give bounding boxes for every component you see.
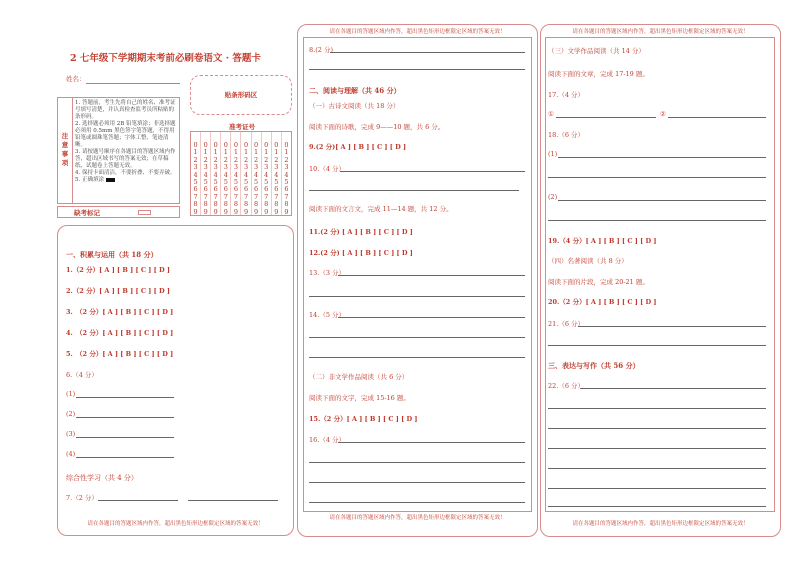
exam-id-digit[interactable]: 6 (274, 185, 279, 194)
classical-desc: 阅读下面的文言文，完成 11—14 题，共 12 分。 (309, 205, 453, 213)
exam-id-digit[interactable]: 2 (243, 155, 249, 164)
instruction-item: 3. 请按题号顺序在各题目的答题区域内作答，超出区域书写的答案无效；在草稿纸、试题卷上答题无效。 (75, 149, 176, 169)
q15-options[interactable]: 15.（2 分）[ A ] [ B ] [ C ] [ D ] (309, 415, 418, 423)
exam-id-digit[interactable]: 7 (233, 192, 238, 201)
exam-id-digit[interactable]: 3 (223, 163, 228, 172)
exam-id-digit[interactable]: 7 (203, 192, 208, 201)
exam-id-column (201, 132, 211, 215)
exam-id-digit[interactable]: 1 (284, 148, 289, 157)
exam-id-digit[interactable]: 8 (243, 200, 249, 209)
exam-id-digit[interactable]: 3 (254, 163, 259, 172)
classic-book-desc: 阅读下面的片段，完成 20-21 题。 (548, 278, 649, 286)
q7-label: 7.（2 分） (66, 494, 98, 502)
exam-id-digit[interactable]: 4 (274, 170, 279, 179)
barcode-area (190, 75, 292, 115)
exam-id-digit[interactable]: 7 (223, 192, 228, 201)
exam-id-digit[interactable]: 6 (254, 185, 259, 194)
absent-label: 缺考标记 (74, 209, 100, 217)
exam-id-digit[interactable]: 2 (213, 155, 218, 164)
exam-id-digit[interactable]: 8 (213, 200, 218, 209)
q3-options[interactable]: 3. （2 分）[ A ] [ B ] [ C ] [ D ] (66, 308, 174, 316)
q8-label: 8.(2 分) (309, 46, 333, 54)
exam-id-digit[interactable]: 2 (254, 155, 259, 164)
exam-id-digit[interactable]: 6 (264, 185, 269, 194)
exam-id-column (252, 132, 262, 215)
exam-id-column (272, 132, 282, 215)
q6-3-label: (3) (66, 430, 76, 438)
exam-id-digit[interactable]: 6 (243, 185, 249, 194)
exam-id-digit[interactable]: 3 (203, 163, 208, 172)
notice-left: 请在各题目的答题区域内作答，超出黑色矩形边框限定区域的答案无效！ (87, 521, 264, 527)
q6-4-label: (4) (66, 450, 76, 458)
exam-id-digit[interactable]: 8 (284, 200, 289, 209)
literary-subsection: （三）文学作品阅读（共 14 分） (548, 47, 645, 55)
exam-id-digit[interactable]: 8 (274, 200, 279, 209)
instruction-item: 5. 正确填涂 (75, 177, 104, 183)
q10-label: 10.（4 分） (309, 165, 346, 173)
exam-id-digit[interactable]: 6 (203, 185, 208, 194)
exam-id-digit[interactable]: 5 (213, 178, 218, 187)
classic-book-subsection: （四）名著阅读（共 8 分） (548, 257, 628, 265)
literary-desc: 阅读下面的文章，完成 17-19 题。 (548, 70, 649, 78)
exam-id-digit[interactable]: 7 (243, 192, 249, 201)
sheet-title: 2 七年级下学期期末考前必刷卷语文 · 答题卡 (70, 53, 261, 64)
exam-id-digit[interactable]: 0 (264, 141, 269, 149)
exam-id-digit[interactable]: 7 (264, 192, 269, 201)
poetry-desc: 阅读下面的诗歌，完成 9——10 题，共 6 分。 (309, 123, 445, 131)
exam-id-digit[interactable]: 1 (213, 148, 218, 157)
q2-options[interactable]: 2.（2 分）[ A ] [ B ] [ C ] [ D ] (66, 287, 170, 295)
q18-1-label: (1) (548, 150, 558, 158)
exam-id-digit[interactable]: 7 (274, 192, 279, 201)
exam-id-digit[interactable]: 4 (233, 170, 238, 179)
exam-id-column (282, 132, 291, 215)
exam-id-digit[interactable]: 3 (284, 163, 289, 172)
exam-id-digit[interactable]: 3 (213, 163, 218, 172)
exam-id-digit[interactable]: 5 (193, 178, 198, 187)
right-inner-box (545, 37, 775, 512)
q12-options[interactable]: 12.(2 分) [ A ] [ B ] [ C ] [ D ] (309, 249, 413, 257)
exam-id-digit[interactable]: 2 (203, 155, 208, 164)
exam-id-digit[interactable]: 6 (223, 185, 228, 194)
exam-id-digit[interactable]: 9 (203, 207, 208, 216)
exam-id-digit[interactable]: 1 (233, 148, 238, 157)
exam-id-digit[interactable]: 1 (223, 148, 228, 157)
attention-label: 注意事项 (61, 132, 69, 167)
exam-id-column (221, 132, 231, 215)
poetry-subsection: （一）古诗文阅读（共 18 分） (309, 102, 400, 110)
exam-id-digit[interactable]: 9 (284, 207, 289, 216)
exam-id-digit[interactable]: 9 (213, 207, 218, 216)
exam-id-digit[interactable]: 4 (284, 170, 289, 179)
notice-right-bottom: 请在各题目的答题区域内作答，超出黑色矩形边框限定区域的答案无效！ (572, 521, 749, 527)
instruction-item: 1. 答题前，考生先将自己的姓名、准考证号填写清楚，并认真检查监考员所粘贴的条形码。 (75, 100, 176, 120)
exam-id-digit[interactable]: 0 (233, 141, 238, 149)
exam-id-digit[interactable]: 9 (254, 207, 259, 216)
q9-options[interactable]: 9.(2 分)[ A ] [ B ] [ C ] [ D ] (309, 143, 407, 151)
exam-id-digit[interactable]: 8 (223, 200, 228, 209)
filled-sample-icon (106, 178, 115, 182)
exam-id-digit[interactable]: 2 (274, 155, 279, 164)
exam-id-digit[interactable]: 9 (243, 207, 249, 216)
exam-id-digit[interactable]: 6 (193, 185, 198, 194)
q21-label: 21.（6 分） (548, 320, 585, 328)
name-label: 姓名： (66, 75, 86, 83)
exam-id-digit[interactable]: 7 (284, 192, 289, 201)
exam-id-digit[interactable]: 4 (243, 170, 249, 179)
exam-id-column (231, 132, 241, 215)
exam-id-digit[interactable]: 2 (264, 155, 269, 164)
exam-id-digit[interactable]: 1 (243, 148, 249, 157)
exam-id-digit[interactable]: 7 (193, 192, 198, 201)
q17-1-label: ① (548, 110, 554, 118)
section1-title: 一、积累与运用（共 18 分） (66, 250, 158, 259)
exam-id-digit[interactable]: 5 (284, 178, 289, 187)
q17-label: 17.（4 分） (548, 91, 585, 99)
exam-id-digit[interactable]: 6 (213, 185, 218, 194)
q6-label: 6.（4 分） (66, 371, 98, 379)
exam-id-digit[interactable]: 3 (243, 163, 249, 172)
exam-id-digit[interactable]: 5 (203, 178, 208, 187)
q22-label: 22.（6 分） (548, 382, 585, 390)
q18-label: 18.（6 分） (548, 131, 585, 139)
exam-id-digit[interactable]: 0 (193, 141, 198, 149)
exam-id-digit[interactable]: 0 (274, 141, 279, 149)
notice-middle-bottom: 请在各题目的答题区域内作答，超出黑色矩形边框限定区域的答案无效！ (329, 515, 506, 521)
exam-id-digit[interactable]: 9 (223, 207, 228, 216)
absent-row (57, 206, 180, 218)
exam-id-column (191, 132, 201, 215)
exam-id-digit[interactable]: 3 (193, 163, 198, 172)
exam-id-title: 准考证号 (229, 123, 255, 131)
exam-id-digit[interactable]: 1 (274, 148, 279, 157)
section3-title: 三、表达与写作（共 56 分） (548, 361, 640, 370)
exam-id-column (241, 132, 251, 215)
exam-id-digit[interactable]: 5 (243, 178, 249, 187)
comprehensive-title: 综合性学习（共 4 分） (66, 474, 138, 482)
exam-id-digit[interactable]: 6 (233, 185, 238, 194)
q5-options[interactable]: 5. （2 分）[ A ] [ B ] [ C ] [ D ] (66, 350, 174, 358)
nonliterary-subsection: （二）非文学作品阅读（共 6 分） (309, 373, 409, 381)
q6-2-label: (2) (66, 410, 76, 418)
exam-id-digit[interactable]: 0 (203, 141, 208, 149)
q6-1-label: (1) (66, 390, 76, 398)
q19-options[interactable]: 19.（4 分）[ A ] [ B ] [ C ] [ D ] (548, 237, 657, 245)
exam-id-digit[interactable]: 1 (203, 148, 208, 157)
exam-id-column (262, 132, 272, 215)
exam-id-digit[interactable]: 1 (254, 148, 259, 157)
exam-id-grid (190, 123, 292, 216)
exam-id-digit[interactable]: 4 (254, 170, 259, 179)
instruction-item: 4. 保持卡面清洁，不要折叠、不要弄破。 (75, 170, 176, 176)
exam-id-digit[interactable]: 5 (223, 178, 228, 187)
exam-id-digit[interactable]: 3 (274, 163, 279, 172)
attention-box (57, 97, 180, 204)
exam-id-digit[interactable]: 8 (264, 200, 269, 209)
exam-id-digit[interactable]: 9 (274, 207, 279, 216)
exam-id-digit[interactable]: 3 (233, 163, 238, 172)
exam-id-digit[interactable]: 8 (254, 200, 259, 209)
exam-id-digit[interactable]: 3 (264, 163, 269, 172)
q20-options[interactable]: 20.（2 分）[ A ] [ B ] [ C ] [ D ] (548, 298, 657, 306)
exam-id-digit[interactable]: 4 (223, 170, 228, 179)
absent-checkbox[interactable] (138, 210, 151, 215)
nonliterary-desc: 阅读下面的文字，完成 15-16 题。 (309, 394, 410, 402)
exam-id-digit[interactable]: 2 (193, 155, 198, 164)
q11-options[interactable]: 11.(2 分) [ A ] [ B ] [ C ] [ D ] (309, 228, 413, 236)
instruction-list (75, 100, 179, 184)
exam-id-digit[interactable]: 4 (213, 170, 218, 179)
exam-id-digit[interactable]: 2 (223, 155, 228, 164)
exam-id-digit[interactable]: 8 (203, 200, 208, 209)
q4-options[interactable]: 4. （2 分）[ A ] [ B ] [ C ] [ D ] (66, 329, 174, 337)
exam-id-digit[interactable]: 1 (264, 148, 269, 157)
exam-id-digit[interactable]: 4 (193, 170, 198, 179)
exam-id-digit[interactable]: 7 (254, 192, 259, 201)
exam-id-digit[interactable]: 9 (264, 207, 269, 216)
notice-middle-top: 请在各题目的答题区域内作答，超出黑色矩形边框限定区域的答案无效！ (329, 29, 506, 35)
exam-id-digit[interactable]: 5 (264, 178, 269, 187)
exam-id-digit[interactable]: 0 (284, 141, 289, 149)
exam-id-digit[interactable]: 6 (284, 185, 289, 194)
exam-id-digit[interactable]: 2 (284, 155, 289, 164)
exam-id-digit[interactable]: 7 (213, 192, 218, 201)
instruction-item: 2. 选择题必须用 2B 铅笔填涂；非选择题必须用 0.5mm 黑色签字笔答题，不得用铅笔或圆珠笔答题；字体工整、笔迹清晰。 (75, 121, 176, 148)
q13-label: 13.（3 分） (309, 269, 346, 277)
q18-2-label: (2) (548, 193, 558, 201)
exam-id-digit[interactable]: 5 (274, 178, 279, 187)
section2-title: 二、阅读与理解（共 46 分） (309, 86, 401, 95)
notice-right-top: 请在各题目的答题区域内作答，超出黑色矩形边框限定区域的答案无效！ (572, 29, 749, 35)
exam-id-digit[interactable]: 0 (254, 141, 259, 149)
barcode-label: 贴条形码区 (224, 91, 258, 99)
exam-id-digit[interactable]: 9 (233, 207, 238, 216)
exam-id-digit[interactable]: 1 (193, 148, 198, 157)
exam-id-digit[interactable]: 0 (223, 141, 228, 149)
exam-id-digit[interactable]: 8 (233, 200, 238, 209)
exam-id-digit[interactable]: 0 (243, 141, 249, 149)
exam-id-digit[interactable]: 9 (193, 207, 198, 216)
q14-label: 14.（5 分） (309, 311, 346, 319)
exam-id-digit[interactable]: 4 (203, 170, 208, 179)
exam-id-digit[interactable]: 5 (254, 178, 259, 187)
q16-label: 16.（4 分） (309, 436, 346, 444)
exam-id-digit[interactable]: 5 (233, 178, 238, 187)
q17-2-label: ② (660, 110, 666, 118)
exam-id-digit[interactable]: 4 (264, 170, 269, 179)
exam-id-digit[interactable]: 0 (213, 141, 218, 149)
exam-id-digit[interactable]: 2 (233, 155, 238, 164)
exam-id-digit[interactable]: 8 (193, 200, 198, 209)
q1-options[interactable]: 1.（2 分）[ A ] [ B ] [ C ] [ D ] (66, 266, 170, 274)
exam-id-column (211, 132, 221, 215)
